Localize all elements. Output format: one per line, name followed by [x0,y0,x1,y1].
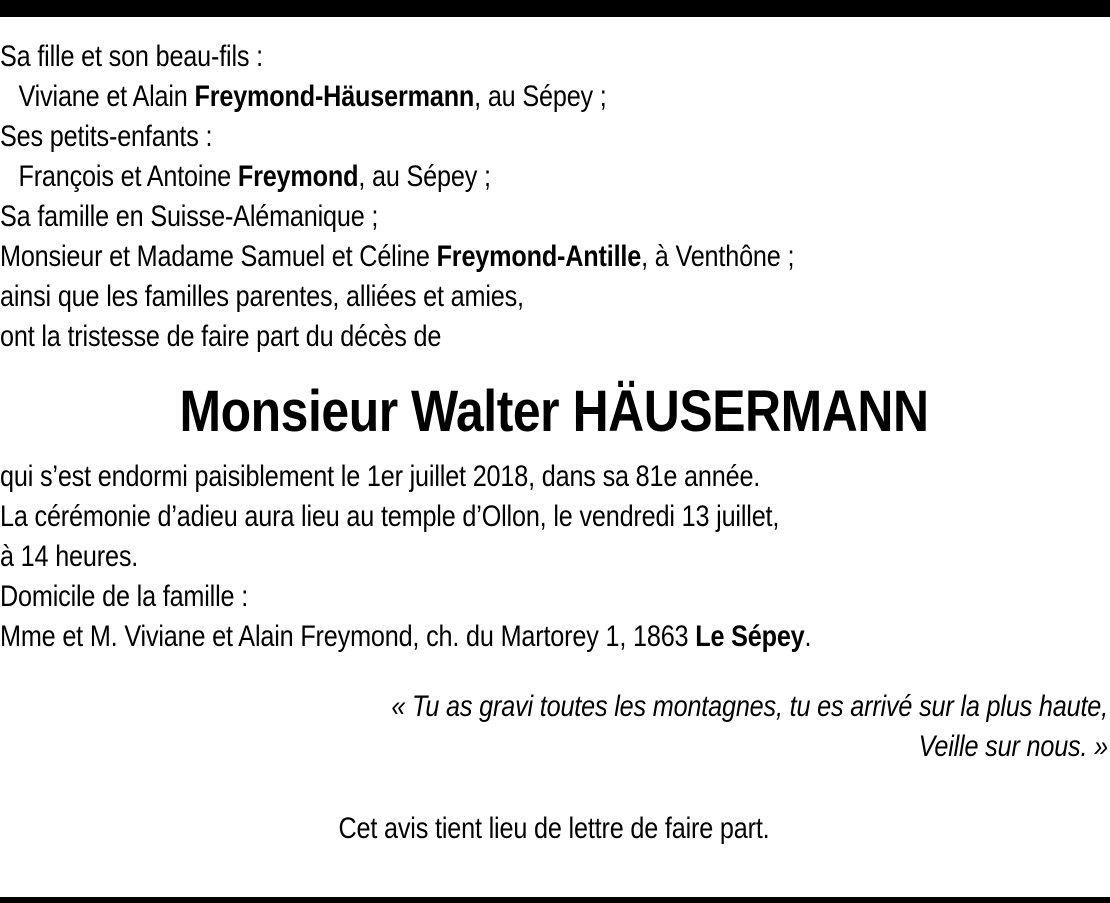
family-line [0,157,931,197]
top-border-rule [0,0,1110,17]
family-surname: Freymond [237,160,359,193]
ceremony-details [0,457,1108,657]
line-text: à 14 heures. [0,540,139,573]
line-text: La cérémonie d’adieu aura lieu au temple d’Ollon, le vendredi 13 juillet, [0,500,780,533]
closing-note [0,809,1108,849]
family-line [0,197,931,237]
family-announcement [0,37,1108,357]
line-text: Viviane et Alain [18,80,195,113]
details-line [0,537,931,577]
details-line [0,457,931,497]
line-text: François et Antoine [18,160,238,193]
family-line [0,237,931,277]
family-line [0,37,931,77]
closing-text: Cet avis tient lieu de lettre de faire part. [338,812,770,845]
line-text: Sa fille et son beau-fils : [0,40,264,73]
quote-line: Veille sur nous. » [918,730,1108,763]
line-text: qui s’est endormi paisiblement le 1er juillet 2018, dans sa 81e année. [0,460,761,493]
quote-line: « Tu as gravi toutes les montagnes, tu es arrivé sur la plus haute, [391,690,1108,723]
memorial-quote [0,687,1108,767]
deceased-name: Monsieur Walter HÄUSERMANN [179,379,929,444]
details-line [0,577,931,617]
family-line [0,117,931,157]
line-text-end: , à Venthône ; [641,240,795,273]
family-surname: Freymond-Häusermann [194,80,475,113]
line-text: Domicile de la famille : [0,580,249,613]
bottom-border-rule [0,897,1110,903]
line-text-end: , au Sépey ; [358,160,491,193]
locality-name: Le Sépey [695,620,805,653]
details-line [0,497,931,537]
family-surname: Freymond-Antille [436,240,642,273]
family-line [0,317,931,357]
line-text: ont la tristesse de faire part du décès de [0,320,442,353]
family-line [0,77,931,117]
details-line [0,617,931,657]
line-text: Sa famille en Suisse-Alémanique ; [0,200,379,233]
family-line [0,277,931,317]
line-text: Monsieur et Madame Samuel et Céline [0,240,437,273]
line-text-end: . [804,620,812,653]
line-text: ainsi que les familles parentes, alliées et amies, [0,280,524,313]
line-text: Ses petits-enfants : [0,120,213,153]
line-text-end: , au Sépey ; [474,80,607,113]
line-text: Mme et M. Viviane et Alain Freymond, ch. du Martorey 1, 1863 [0,620,696,653]
obituary-notice [0,37,1108,849]
